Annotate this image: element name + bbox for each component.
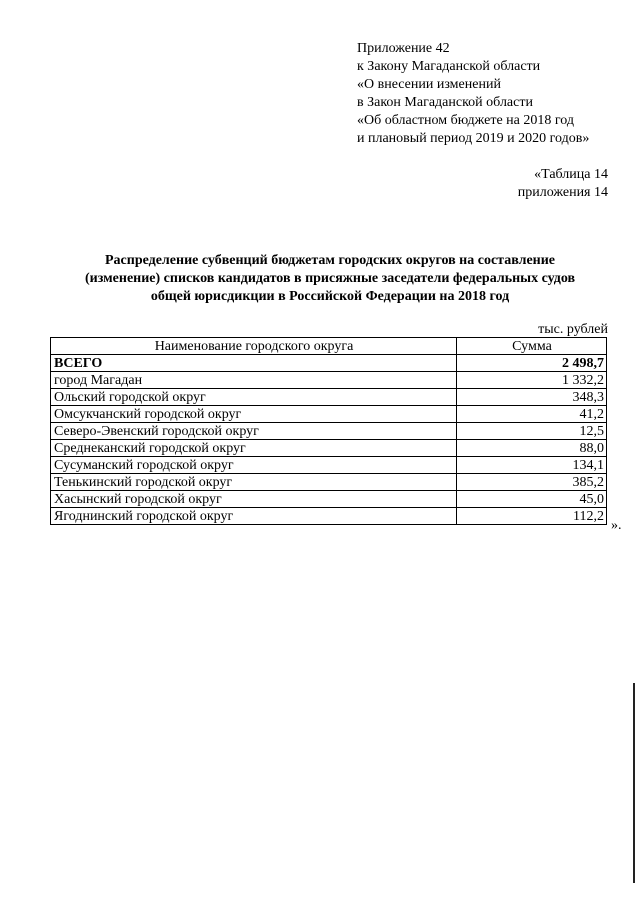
table-reference <box>518 166 608 202</box>
units-label: тыс. рублей <box>538 322 608 337</box>
annex-line: и плановый период 2019 и 2020 годов» <box>357 131 590 146</box>
district-name: Тенькинский городской округ <box>51 474 457 491</box>
annex-line: «Об областном бюджете на 2018 год <box>357 113 574 128</box>
annex-line: в Закон Магаданской области <box>357 95 533 110</box>
district-amount: 88,0 <box>457 440 607 457</box>
header-sum: Сумма <box>457 338 607 355</box>
table-row <box>51 457 607 474</box>
table-row <box>51 508 607 525</box>
table-ref-line: приложения 14 <box>517 185 608 200</box>
annex-heading <box>357 40 589 148</box>
table-row <box>51 406 607 423</box>
annex-line: к Закону Магаданской области <box>357 59 541 74</box>
annex-line: «О внесении изменений <box>357 77 501 92</box>
district-name: Северо-Эвенский городской округ <box>51 423 457 440</box>
table-row <box>51 440 607 457</box>
total-value: 2 498,7 <box>457 355 607 372</box>
district-amount: 12,5 <box>457 423 607 440</box>
total-label: ВСЕГО <box>51 355 457 372</box>
district-name: Среднеканский городской округ <box>51 440 457 457</box>
district-name: Хасынский городской округ <box>51 491 457 508</box>
district-name: Ольский городской округ <box>51 389 457 406</box>
table-row <box>51 372 607 389</box>
district-name: Сусуманский городской округ <box>51 457 457 474</box>
title-line: (изменение) списков кандидатов в присяжные заседатели федеральных судов <box>84 271 576 286</box>
district-amount: 385,2 <box>457 474 607 491</box>
table-row <box>51 389 607 406</box>
table-row <box>51 474 607 491</box>
table-row <box>51 491 607 508</box>
header-name: Наименование городского округа <box>51 338 457 355</box>
table-header-row <box>51 338 607 355</box>
district-name: город Магадан <box>51 372 457 389</box>
district-amount: 41,2 <box>457 406 607 423</box>
closing-quote: ». <box>611 518 622 533</box>
total-row <box>51 355 607 372</box>
district-amount: 1 332,2 <box>457 372 607 389</box>
title-line: общей юрисдикции в Российской Федерации на 2018 год <box>150 289 510 304</box>
title-line: Распределение субвенций бюджетам городских округов на составление <box>104 253 556 268</box>
district-amount: 134,1 <box>457 457 607 474</box>
annex-line: Приложение 42 <box>357 41 450 56</box>
district-amount: 112,2 <box>457 508 607 525</box>
table-ref-line: «Таблица 14 <box>534 167 608 182</box>
district-amount: 45,0 <box>457 491 607 508</box>
district-amount: 348,3 <box>457 389 607 406</box>
distribution-table <box>50 337 607 525</box>
table-row <box>51 423 607 440</box>
district-name: Омсукчанский городской округ <box>51 406 457 423</box>
scan-edge-line <box>633 683 635 883</box>
document-title <box>40 252 620 306</box>
district-name: Ягоднинский городской округ <box>51 508 457 525</box>
